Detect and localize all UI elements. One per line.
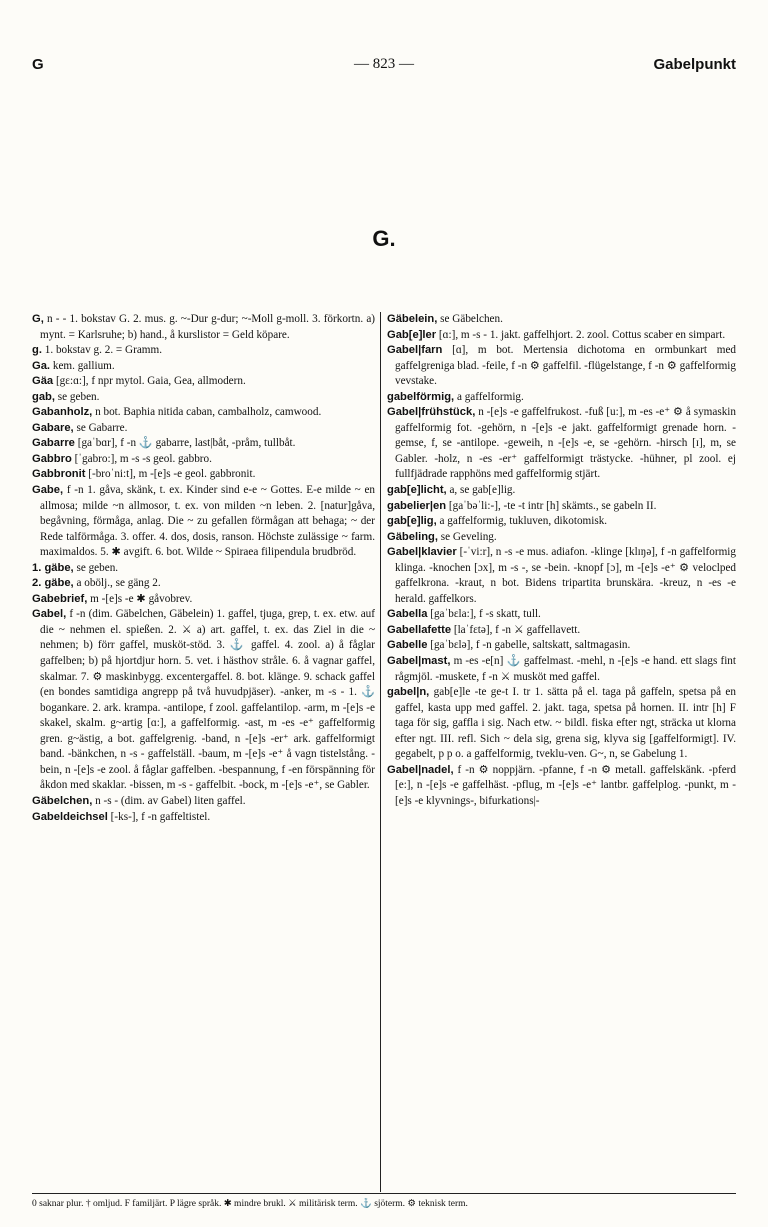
dictionary-entry: [32, 452, 375, 468]
dictionary-entry: [32, 592, 375, 608]
dictionary-entry: [32, 359, 375, 375]
entry-definition: kem. gallium.: [52, 359, 115, 372]
entry-definition: [ɑ:], m -s - 1. jakt. gaffelhjort. 2. zool. Cottus scaber en simpart.: [438, 328, 726, 341]
entry-headword: gabelier|en: [387, 499, 447, 512]
entry-headword: Gabeldeichsel: [32, 810, 108, 823]
entry-headword: gabel|n,: [387, 686, 430, 699]
section-letter: G.: [372, 226, 396, 251]
footnote-rule: [32, 1193, 736, 1194]
dictionary-entry: [32, 374, 375, 390]
dictionary-entry: [387, 312, 736, 328]
entry-headword: gab[e]licht,: [387, 484, 447, 497]
left-column: [32, 312, 375, 825]
entry-definition: [gaˈbɑr], f -n ⚓ gabarre, last|båt, -pråm, tullbåt.: [77, 437, 296, 450]
entry-definition: a gaffelformig.: [456, 390, 524, 403]
header-catchword: Gabelpunkt: [653, 56, 736, 73]
entry-headword: Gabella: [387, 608, 428, 621]
entry-headword: Ga.: [32, 359, 51, 372]
entry-definition: [-broˈni:t], m -[e]s -e geol. gabbronit.: [88, 468, 256, 481]
entry-headword: Gabe,: [32, 484, 64, 497]
dictionary-entry: [387, 654, 736, 685]
entry-definition: a, se gab[e]lig.: [449, 484, 516, 497]
entry-headword: Gäbelein,: [387, 313, 438, 325]
right-column: [387, 312, 736, 810]
dictionary-entry: [387, 685, 736, 763]
entry-headword: Gäbeling,: [387, 530, 438, 543]
entry-definition: [laˈfɛtə], f -n ⚔ gaffellavett.: [453, 623, 581, 636]
entry-headword: Gabellafette: [387, 623, 452, 636]
entry-headword: Gabel|klavier: [387, 546, 457, 559]
dictionary-entry: [387, 623, 736, 639]
entry-headword: Gabanholz,: [32, 406, 93, 419]
dictionary-entry: [32, 312, 375, 343]
entry-definition: se geben.: [57, 390, 100, 403]
dictionary-entry: [387, 343, 736, 390]
dictionary-entry: [32, 405, 375, 421]
dictionary-entry: [387, 545, 736, 607]
entry-definition: n -[e]s -e gaffelfrukost. -fuß [u:], m -es -e⁺ ⚙ å symaskin gaffelformig fot. -gehörn, n -[e]s -e jakt. gaffelformigt grenade horn. -gemse, f, se -antilope. -geweih, n -[e]s -e, se -gehörn. -hirsch [ɪ], m, se Gabler. -holz, n -es -er⁺ gaffelformigt trästycke. -hühner, pl zool. ej fullfjädrade rapphöns med gaffelformig stjärt.: [395, 406, 736, 481]
entry-headword: 1. gäbe,: [32, 561, 74, 574]
entry-definition: m -[e]s -e ✱ gåvobrev.: [90, 592, 193, 605]
entry-headword: gabelförmig,: [387, 390, 455, 403]
entry-definition: [gaˈbɛlə], f -n gabelle, saltskatt, saltmagasin.: [430, 639, 631, 652]
entry-definition: [gɛ:ɑ:], f npr mytol. Gaia, Gea, allmodern.: [55, 375, 246, 388]
entry-definition: se Gabarre.: [76, 421, 128, 434]
entry-headword: Gabebrief,: [32, 592, 88, 605]
entry-definition: n -s - (dim. av Gabel) liten gaffel.: [95, 794, 246, 807]
page-number: — 823 —: [354, 56, 414, 72]
dictionary-entry: [32, 467, 375, 483]
dictionary-entry: [32, 390, 375, 406]
dictionary-entry: [32, 483, 375, 561]
entry-definition: [gaˈbəˈli:-], -te -t intr [h] skämts., se gabeln II.: [448, 499, 657, 512]
entry-definition: n - - 1. bokstav G. 2. mus. g. ~-Dur g-dur; ~-Moll g-moll. 3. förkortn. a) mynt. = Karlsruhe; b) hand., å kurslistor = Geld köpare.: [40, 313, 376, 341]
header-letter: G: [32, 56, 44, 73]
entry-definition: f -n (dim. Gäbelchen, Gäbelein) 1. gaffel, tjuga, grep, t. ex. etw. auf die ~ nehmen el. spießen. 2. ⚔ a) art. gaffel, t. ex. das Ziel in die ~ nehmen; b) förr gaffel, musköt-stöd. 3. ⚓ gaffel. 4. zool. a) å fåglar gaffelben; b) på hjortdjur horn. 5. vet. i hästhov stråle. 6. å vagnar gaffel, skalmar. 7. ⚙ maskinbygg. excentergaffel. 8. bot. klänge. 9. schack gaffel (en bondes samtidiga angrepp på två huvudpjäser). -anker, m -s - 1. ⚓ bogankare. 2. ark. krampa. -antilope, f zool. gaffelantilop. -arm, m -[e]s -e skakel, skalm. g~artig [ɑ:], a gaffelformig. -ast, m -es -e⁺ gaffelformig gren. g~ästig, a bot. gaffelgrenig. -band, n -[e]s -er⁺ ark. gaffelformigt band. -bänkchen, n -s - gaffelställ. -baum, m -[e]s -e⁺ å vagn tistelstång. -bein, n -[e]s -e zool. å fåglar gaffelben. -bespannung, f -en förspänning för åkdon med skaklar. -bissen, m -s - gaffelbit. -bock, m -[e]s -e⁺, se Gabler.: [40, 608, 375, 792]
entry-headword: Gäa: [32, 375, 54, 388]
entry-headword: Gab[e]ler: [387, 328, 437, 341]
entry-headword: Gabel|nadel,: [387, 763, 454, 776]
entry-headword: Gabel|mast,: [387, 655, 451, 668]
dictionary-entry: [32, 561, 375, 577]
dictionary-entry: [387, 514, 736, 530]
entry-definition: se Geveling.: [440, 530, 497, 543]
entry-definition: m -es -e[n] ⚓ gaffelmast. -mehl, n -[e]s -e hand. ett slags fint rågmjöl. -muskete, f -n ⚔ musköt med gaffel.: [395, 655, 737, 683]
dictionary-entry: [387, 405, 736, 483]
entry-definition: f -n ⚙ noppjärn. -pfanne, f -n ⚙ metall. gaffelskänk. -pferd [e:], n -[e]s -e gaffelhäst. -pflug, m -[e]s -e⁺ lantbr. gaffelplog. -punkt, m -[e]s -e klyvnings-, bifurkations|-: [395, 763, 736, 807]
entry-definition: n bot. Baphia nitida caban, cambalholz, camwood.: [95, 406, 322, 419]
dictionary-entry: [387, 763, 736, 810]
dictionary-entry: [387, 607, 736, 623]
entry-definition: [-ˈvi:r], n -s -e mus. adiafon. -klinge [klɪŋə], f -n gaffelformig klinga. -knochen [ɔx], m -s -, se -bein. -knopf [ɔ], m -[e]s -e⁺ ⚙ veloclped gaffelkrona. -kraut, n bot. Bidens tripartita brunskära. -kreuz, n -es -e herald. gaffelkors.: [395, 546, 736, 605]
column-divider: [380, 312, 381, 1192]
entry-definition: [ˈgabro:], m -s -s geol. gabbro.: [74, 452, 212, 465]
entry-headword: Gäbelchen,: [32, 794, 93, 807]
entry-headword: Gabelle: [387, 639, 428, 652]
dictionary-entry: [387, 483, 736, 499]
dictionary-entry: [387, 638, 736, 654]
entry-headword: Gabel,: [32, 608, 67, 621]
entry-definition: a gaffelformig, tukluven, dikotomisk.: [439, 515, 608, 528]
page-header: [32, 56, 736, 80]
entry-definition: [ɑ], m bot. Mertensia dichotoma en ormbunkart med gaffelgreniga blad. -feile, f -n ⚙ gaffelfil. -flügelstange, f -n ⚙ gaffelformig vevstake.: [395, 344, 737, 388]
dictionary-entry: [387, 328, 736, 344]
entry-headword: g.: [32, 344, 42, 357]
abbreviation-legend: 0 saknar plur. † omljud. F familjärt. P lägre språk. ✱ mindre brukl. ⚔ militärisk term. ⚓ sjöterm. ⚙ teknisk term.: [32, 1199, 468, 1209]
entry-headword: Gabel|farn: [387, 344, 443, 357]
dictionary-entry: [32, 421, 375, 437]
entry-definition: se geben.: [76, 561, 119, 574]
entry-definition: [-ks-], f -n gaffeltistel.: [110, 810, 211, 823]
entry-headword: gab,: [32, 390, 55, 403]
entry-definition: f -n 1. gåva, skänk, t. ex. Kinder sind e-e ~ Gottes. E-e milde ~ en allmosa; milde ~n allmosor, t. ex. von milden ~n leben. 2. [natur]gåva, begåvning, förmåga, anlag. Die ~ zu gefallen förmågan att behaga; ~ der Rede talförmåga. 3. offer. 4. dos, dosis, ranson. Höchste zulässige ~ farm. maximaldos. 5. ✱ avgift. 6. bot. Wilde ~ Spiraea filipendula brudbröd.: [40, 484, 376, 559]
dictionary-entry: [387, 499, 736, 515]
dictionary-entry: [387, 530, 736, 546]
entry-headword: Gabare,: [32, 421, 74, 434]
entry-headword: 2. gäbe,: [32, 577, 74, 590]
entry-headword: Gabbronit: [32, 468, 86, 481]
dictionary-entry: [32, 607, 375, 794]
dictionary-entry: [32, 436, 375, 452]
entry-definition: 1. bokstav g. 2. = Gramm.: [44, 344, 162, 357]
entry-headword: Gabbro: [32, 452, 72, 465]
entry-definition: [gaˈbɛla:], f -s skatt, tull.: [430, 608, 541, 621]
entry-headword: G,: [32, 313, 44, 325]
dictionary-entry: [32, 810, 375, 826]
entry-headword: Gabel|frühstück,: [387, 406, 476, 419]
entry-definition: a obölj., se gäng 2.: [76, 577, 161, 590]
entry-headword: gab[e]lig,: [387, 515, 437, 528]
dictionary-entry: [32, 343, 375, 359]
entry-headword: Gabarre: [32, 437, 75, 450]
dictionary-entry: [32, 794, 375, 810]
entry-definition: se Gäbelchen.: [440, 313, 503, 325]
dictionary-entry: [32, 576, 375, 592]
dictionary-entry: [387, 390, 736, 406]
entry-definition: gab[e]le -te ge-t I. tr 1. sätta på el. taga på gaffeln, spetsa på en gaffel, kasta upp med gaffel. 2. jakt. taga, spetsa på hornen. II. intr [h] F taga för sig, gaffla i sig. Nach etw. ~ bildl. fiska efter ngt, sträcka ut klorna efter ngt. III. refl. Sich ~ dela sig, grena sig, klyva sig [gaffelformigt]. IV. gegabelt, p p o. a gaffelformig, tveklu-ven. G~, n, se Gabelung 1.: [395, 686, 736, 761]
